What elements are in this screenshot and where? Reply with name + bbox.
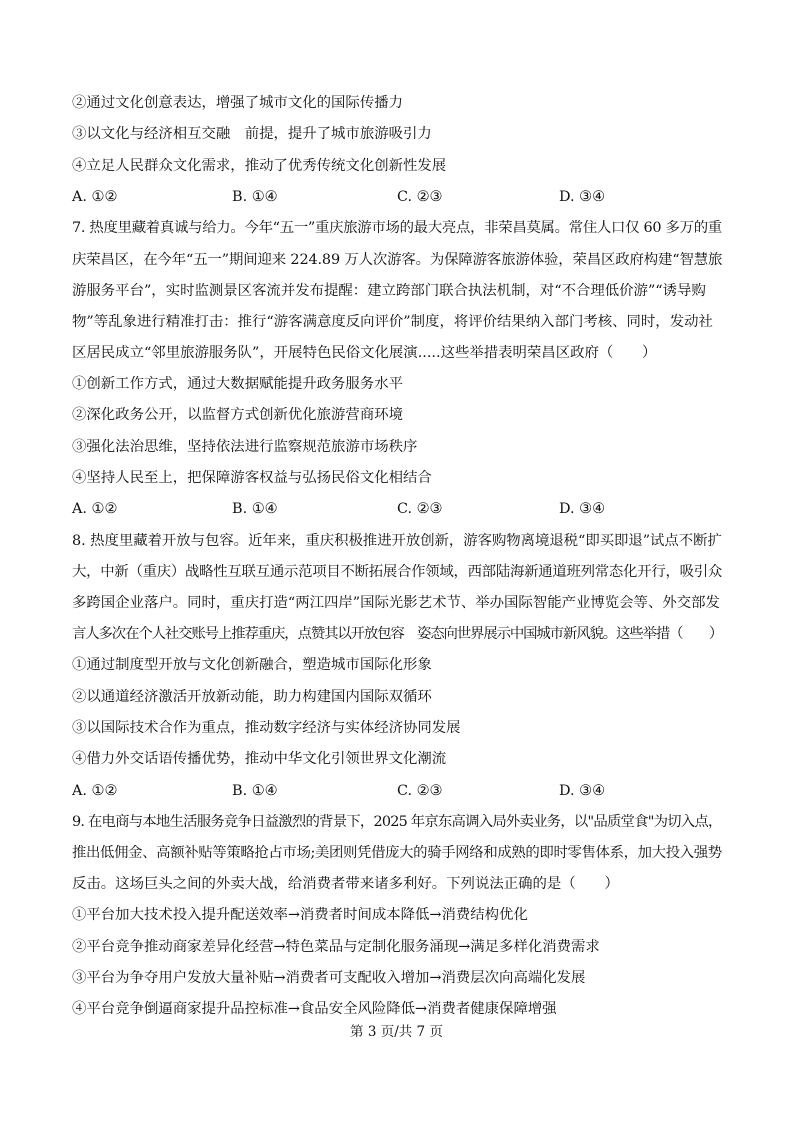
q7-stem-line-3: 游服务平台”，实时监测景区客流并发布提醒：建立跨部门联合执法机制，对“不合理低价游”“诱导购 (72, 283, 706, 299)
q8-stem-line-1: 8. 热度里藏着开放与包容。近年来，重庆积极推进开放创新，游客购物离境退税“即买即退”试点不断扩 (72, 533, 722, 549)
q8-statement-2: ②以通道经济激活开放新动能，助力构建国内国际双循环 (72, 689, 432, 705)
q8-option-a[interactable]: A. ①② (72, 783, 118, 799)
q8-options (72, 782, 632, 800)
q8-option-b[interactable]: B. ①④ (232, 783, 278, 799)
q7-stem-line-1: 7. 热度里藏着真诚与给力。今年“五一”重庆旅游市场的最大亮点，非荣昌莫属。常住人口仅 60 多万的重 (72, 220, 722, 236)
q9-stem-line-2: 推出低佣金、高额补贴等策略抢占市场;美团则凭借庞大的骑手网络和成熟的即时零售体系，加大投入强势 (72, 845, 722, 861)
q7-statement-4: ④坚持人民至上，把保障游客权益与弘扬民俗文化相结合 (72, 470, 432, 486)
q6-option-b[interactable]: B. ①④ (232, 189, 278, 205)
q7-stem-line-2: 庆荣昌区，在今年“五一”期间迎来 224.89 万人次游客。为保障游客旅游体验，荣昌区政府构建“智慧旅 (72, 252, 723, 268)
q6-options (72, 188, 632, 206)
q9-stem-line-1: 9. 在电商与本地生活服务竞争日益激烈的背景下，2025 年京东高调入局外卖业务，以"品质堂食"为切入点， (72, 814, 722, 830)
q8-stem-line-3: 多跨国企业落户。同时，重庆打造“两江四岸”国际光影艺术节、举办国际智能产业博览会等、外交部发 (72, 595, 720, 611)
q9-statement-2: ②平台竞争推动商家差异化经营→特色菜品与定制化服务涌现→满足多样化消费需求 (72, 939, 600, 955)
q8-stem-line-2: 大，中新（重庆）战略性互联互通示范项目不断拓展合作领域，西部陆海新通道班列常态化开行，吸引众 (72, 564, 722, 580)
q7-options (72, 500, 632, 518)
q7-stem-line-5: 区居民成立“邻里旅游服务队”，开展特色民俗文化展演.....这些举措表明荣昌区政府（ ） (72, 345, 657, 361)
q7-option-b[interactable]: B. ①④ (232, 501, 278, 517)
q7-statement-3: ③强化法治思维，坚持依法进行监察规范旅游市场秩序 (72, 439, 418, 455)
q7-option-c[interactable]: C. ②③ (397, 501, 443, 517)
q6-statement-3: ③以文化与经济相互交融 前提，提升了城市旅游吸引力 (72, 126, 432, 142)
q6-option-d[interactable]: D. ③④ (559, 189, 605, 205)
q8-stem-line-4: 言人多次在个人社交账号上推荐重庆，点赞其以开放包容 姿态向世界展示中国城市新风貌。这些举措（ ） (72, 626, 723, 642)
q6-statement-4: ④立足人民群众文化需求，推动了优秀传统文化创新性发展 (72, 158, 447, 174)
q7-statement-1: ①创新工作方式，通过大数据赋能提升政务服务水平 (72, 376, 403, 392)
q6-statement-2: ②通过文化创意表达，增强了城市文化的国际传播力 (72, 95, 403, 111)
q7-option-a[interactable]: A. ①② (72, 501, 118, 517)
q8-statement-4: ④借力外交话语传播优势，推动中华文化引领世界文化潮流 (72, 751, 447, 767)
q8-option-d[interactable]: D. ③④ (559, 783, 605, 799)
q9-statement-4: ④平台竞争倒逼商家提升品控标准→食品安全风险降低→消费者健康保障增强 (72, 1001, 557, 1017)
q9-statement-3: ③平台为争夺用户发放大量补贴→消费者可支配收入增加→消费层次向高端化发展 (72, 970, 586, 986)
q9-statement-1: ①平台加大技术投入提升配送效率→消费者时间成本降低→消费结构优化 (72, 907, 528, 923)
page-number-footer: 第 3 页/共 7 页 (350, 1024, 443, 1040)
q7-option-d[interactable]: D. ③④ (559, 501, 605, 517)
q7-statement-2: ②深化政务公开，以监督方式创新优化旅游营商环境 (72, 407, 403, 423)
q8-statement-1: ①通过制度型开放与文化创新融合，塑造城市国际化形象 (72, 657, 432, 673)
q6-option-a[interactable]: A. ①② (72, 189, 118, 205)
q6-option-c[interactable]: C. ②③ (397, 189, 443, 205)
q8-statement-3: ③以国际技术合作为重点，推动数字经济与实体经济协同发展 (72, 720, 461, 736)
q8-option-c[interactable]: C. ②③ (397, 783, 443, 799)
q9-stem-line-3: 反击。这场巨头之间的外卖大战，给消费者带来诸多利好。下列说法正确的是（ ） (72, 876, 619, 892)
q7-stem-line-4: 物”等乱象进行精准打击：推行“游客满意度反向评价”制度，将评价结果纳入部门考核、同时，发动社 (72, 314, 713, 330)
